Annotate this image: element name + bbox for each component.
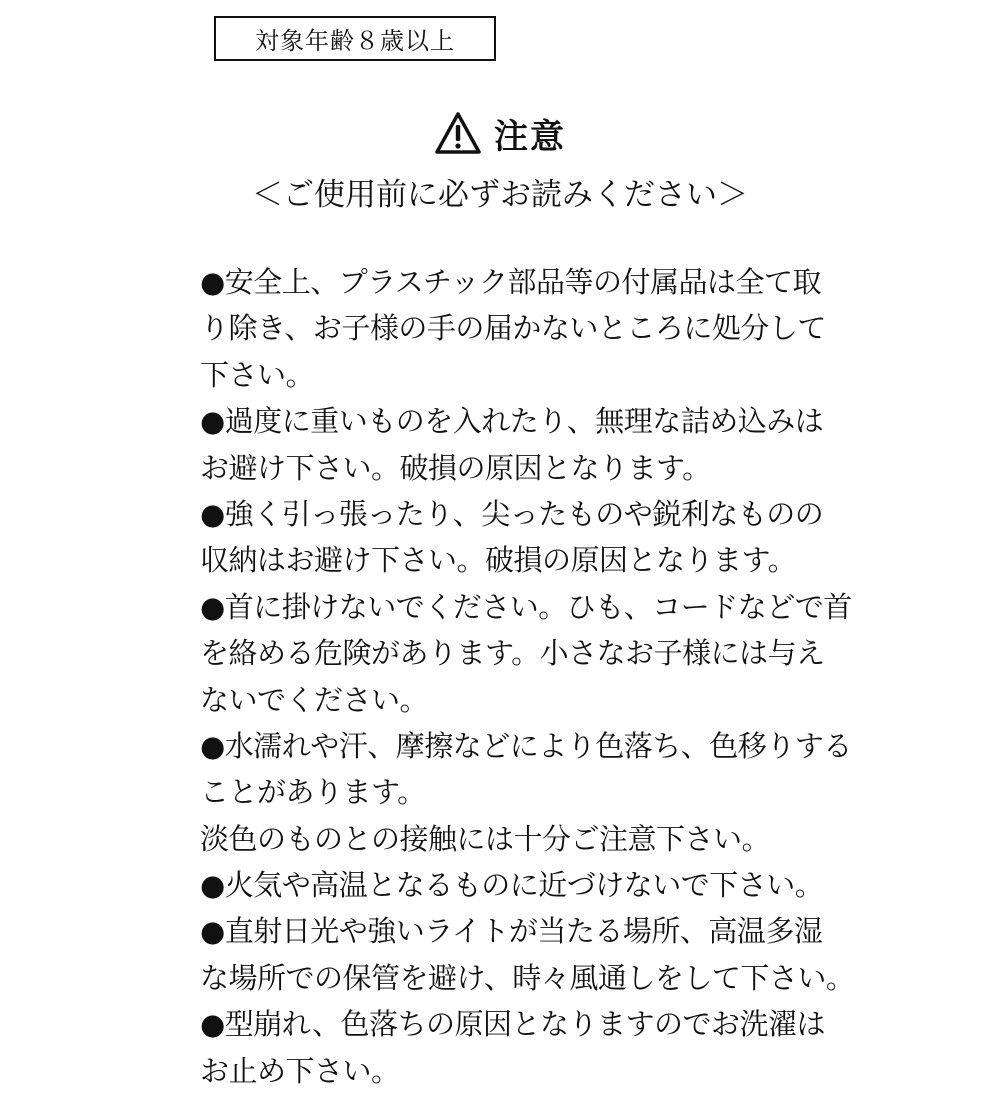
note-line: ●型崩れ、色落ちの原因となりますのでお洗濯は [200,1007,826,1042]
note-line: ●直射日光や強いライトが当たる場所、高温多湿 [200,914,823,949]
note-line: ●過度に重いものを入れたり、無理な詰め込みは [200,404,824,439]
read-before-use-subtitle: ＜ご使用前に必ずお読みください＞ [252,177,748,213]
note-line: ●首に掛けないでください。ひも、コードなどで首 [200,589,852,624]
note-line: ●安全上、プラスチック部品等の付属品は全て取 [200,265,821,299]
note-line: ●強く引っ張ったり、尖ったものや鋭利なものの [200,496,824,531]
caution-title: 注意 [494,116,566,157]
note-line: ●火気や高温となるものに近づけないで下さい。 [200,868,824,903]
note-line: を絡める危険があります。小さなお子様には与え [200,636,825,671]
note-line: り除き、お子様の手の届かないところに処分して [200,311,826,346]
note-line: ことがあります。 [200,775,426,810]
age-rating-box [214,16,496,61]
caution-notes [200,259,855,1094]
note-line: ●水濡れや汗、摩擦などにより色落ち、色移りする [200,728,852,763]
note-line: お避け下さい。破損の原因となります。 [200,450,711,485]
note-line: ないでください。 [200,682,429,717]
age-rating-label: 対象年齢８歳以上 [255,27,455,55]
note-line: 淡色のものとの接触には十分ご注意下さい。 [200,821,771,856]
caution-heading [0,108,1000,158]
note-line: 下さい。 [200,357,315,392]
warning-triangle-icon [434,111,482,155]
note-line: 収納はお避け下さい。破損の原因となります。 [200,543,797,578]
note-line: お止め下さい。 [200,1053,400,1088]
note-line: な場所での保管を避け、時々風通しをして下さい。 [200,960,855,995]
